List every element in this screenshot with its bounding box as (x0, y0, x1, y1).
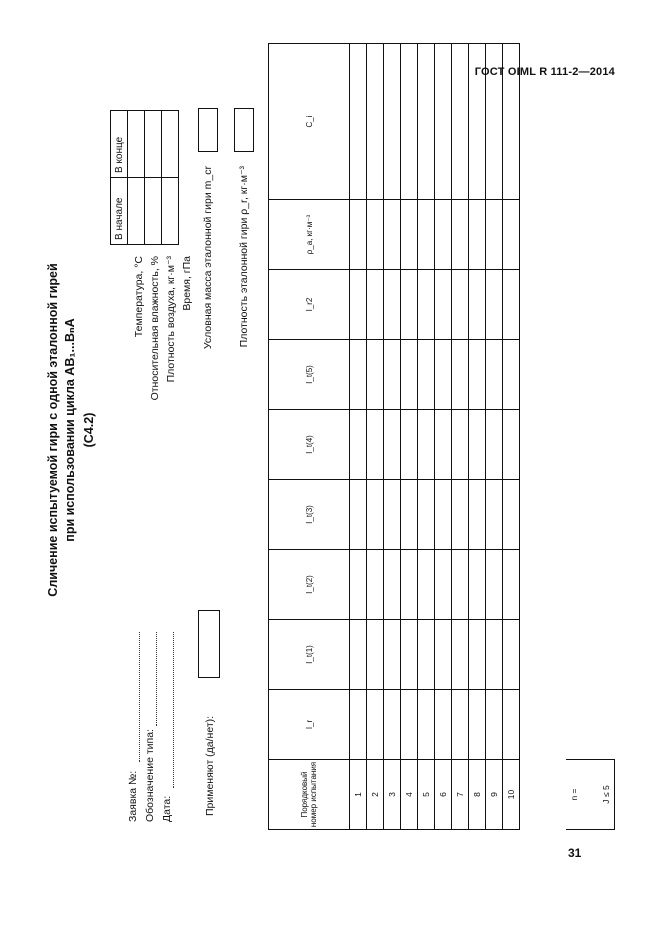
ref-density-box[interactable] (234, 108, 254, 152)
application-field[interactable] (139, 632, 140, 762)
date-label: Дата: (161, 795, 173, 822)
application-label: Заявка №: (127, 770, 139, 822)
header-ir2: I_r2 (269, 270, 350, 340)
temperature-label: Температура, °С (133, 256, 145, 338)
table-row (469, 44, 486, 830)
header-it3: I_t(3) (269, 480, 350, 550)
humidity-label: Относительная влажность, % (149, 256, 161, 401)
conditions-table (110, 110, 179, 245)
page-number: 31 (568, 846, 582, 860)
results-table (268, 43, 520, 830)
table-row (418, 44, 435, 830)
start-header: В начале (111, 178, 128, 245)
n-box (566, 759, 615, 830)
humidity-end-cell[interactable] (145, 111, 162, 178)
air-density-label: Плотность воздуха, кг·м⁻³ (165, 256, 177, 383)
row-number: 3 (384, 760, 401, 830)
form-title-line1: Сличение испытуемой гири с одной эталонной гирей (46, 263, 60, 597)
type-field[interactable] (156, 632, 157, 726)
row-number: 9 (486, 760, 503, 830)
ref-density-label: Плотность эталонной гири ρ_r, кг·м⁻³ (238, 166, 250, 348)
date-field[interactable] (173, 632, 174, 788)
header-test-number: Порядковый номер испытания (269, 760, 350, 830)
time-label: Время, гПа (181, 256, 193, 311)
row-number: 2 (367, 760, 384, 830)
n-label: n = (569, 788, 579, 801)
applies-label: Применяют (да/нет): (204, 715, 216, 816)
table-row (435, 44, 452, 830)
table-row (401, 44, 418, 830)
j-label: J ≤ 5 (601, 785, 611, 804)
density-end-cell[interactable] (162, 111, 179, 178)
header-it4: I_t(4) (269, 410, 350, 480)
table-row (350, 44, 367, 830)
type-label: Обозначение типа: (144, 729, 156, 822)
table-row (486, 44, 503, 830)
header-air-density: ρ_a, кг·м⁻³ (269, 200, 350, 270)
row-number: 8 (469, 760, 486, 830)
header-ir: I_r (269, 690, 350, 760)
temperature-start-cell[interactable] (128, 178, 145, 245)
row-number: 5 (418, 760, 435, 830)
conventional-mass-box[interactable] (198, 108, 218, 152)
header-ci: C_i (269, 44, 350, 200)
row-number: 4 (401, 760, 418, 830)
density-start-cell[interactable] (162, 178, 179, 245)
form-title-line2: при использовании цикла AB₁...BₙA (63, 318, 77, 542)
temperature-end-cell[interactable] (128, 111, 145, 178)
conventional-mass-label: Условная масса эталонной гири m_cr (202, 166, 214, 350)
humidity-start-cell[interactable] (145, 178, 162, 245)
header-it1: I_t(1) (269, 620, 350, 690)
table-row (367, 44, 384, 830)
row-number: 1 (350, 760, 367, 830)
end-header: В конце (111, 111, 128, 178)
rotated-form (38, 30, 611, 830)
row-number: 7 (452, 760, 469, 830)
applies-box[interactable] (198, 610, 220, 678)
standard-header: ГОСТ OIML R 111-2—2014 (474, 66, 615, 78)
row-number: 10 (503, 760, 520, 830)
header-it5: I_t(5) (269, 340, 350, 410)
table-row (452, 44, 469, 830)
form-title-code: (С4.2) (82, 412, 96, 448)
row-number: 6 (435, 760, 452, 830)
table-row (384, 44, 401, 830)
header-it2: I_t(2) (269, 550, 350, 620)
table-row (503, 44, 520, 830)
